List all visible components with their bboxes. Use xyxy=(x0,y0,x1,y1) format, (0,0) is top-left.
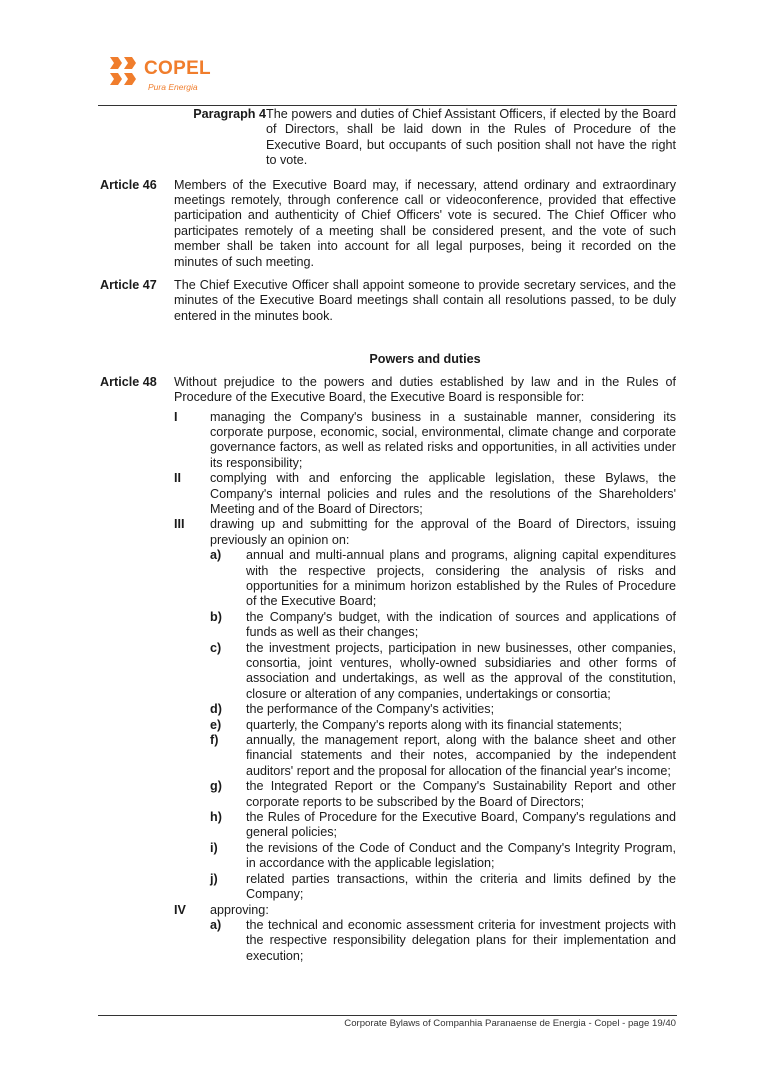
sub-item-text: the revisions of the Code of Conduct and the Company's Integrity Program, in accordance with the applicable legislation; xyxy=(246,840,676,871)
sub-item-letter: i) xyxy=(210,840,218,855)
company-logo xyxy=(108,53,228,93)
sub-item-letter: a) xyxy=(210,917,222,932)
sub-item-letter: e) xyxy=(210,717,222,732)
article-47-text: The Chief Executive Officer shall appoint someone to provide secretary services, and the minutes of the Executive Board meetings shall contain all resolutions passed, to be duly entered in the minutes book. xyxy=(174,278,676,323)
article-46-text: Members of the Executive Board may, if necessary, attend ordinary and extraordinary meetings remotely, through conference call or videoconference, provided that effective participation and authenticity of Chief Officers' vote is secured. The Chief Officer who participates remotely of a meeting shall be considered present, and the vote of such member shall be taken into account for all legal purposes, being it recorded on the minutes of such meeting. xyxy=(174,177,676,269)
sub-item-letter: j) xyxy=(210,871,218,886)
sub-item-text: the Rules of Procedure for the Executive Board, Company's regulations and general policies; xyxy=(246,810,676,840)
sub-item-text: the technical and economic assessment criteria for investment projects with the respective responsibility delegation plans for their implementation and execution; xyxy=(246,917,676,963)
logo-brand-name: COPEL xyxy=(144,58,211,79)
article-46 xyxy=(100,178,676,270)
list-item-iv xyxy=(174,903,676,918)
list-item-number: II xyxy=(174,471,181,486)
article-48-text: Without prejudice to the powers and duties established by law and in the Rules of Procedure of the Executive Board, the Executive Board is responsible for: xyxy=(174,374,676,405)
sub-item-iii-g xyxy=(210,779,676,810)
header-divider xyxy=(98,105,677,106)
article-47 xyxy=(100,278,676,324)
list-item-text: managing the Company's business in a sustainable manner, considering its corporate purpose, economic, social, environmental, climate change and corporate governance factors, as well as related risks and opportunities, in all activities under its responsibility; xyxy=(210,409,676,470)
sub-item-letter: g) xyxy=(210,779,222,794)
sub-item-iii-a xyxy=(210,548,676,610)
list-item-text: approving: xyxy=(210,902,269,917)
sub-item-letter: a) xyxy=(210,548,222,563)
paragraph-4-label: Paragraph 4 xyxy=(193,107,266,121)
page-footer: Corporate Bylaws of Companhia Paranaense de Energia - Copel - page 19/40 xyxy=(344,1018,676,1029)
sub-item-letter: d) xyxy=(210,702,222,717)
sub-item-iii-c xyxy=(210,641,676,703)
sub-item-text: the Integrated Report or the Company's Sustainability Report and other corporate reports to be subscribed by the Board of Directors; xyxy=(246,779,676,809)
sub-item-text: the Company's budget, with the indication of sources and applications of funds as well as their changes; xyxy=(246,609,676,640)
sub-item-text: annual and multi-annual plans and programs, aligning capital expenditures with the respective projects, considering the analysis of risks and opportunities for a minimum horizon established by the Rules of Procedure of the Executive Board; xyxy=(246,548,676,609)
list-item-number: I xyxy=(174,409,178,424)
copel-logo-icon xyxy=(108,55,140,87)
article-48-label: Article 48 xyxy=(100,374,157,389)
document-body xyxy=(100,107,676,964)
sub-item-iii-e xyxy=(210,718,676,733)
sub-item-iii-b xyxy=(210,610,676,641)
paragraph-4-text: The powers and duties of Chief Assistant Officers, if elected by the Board of Directors, shall be laid down in the Rules of Procedure of the Executive Board, but occupants of such position shall not have the right to vote. xyxy=(266,107,676,168)
sub-item-text: the investment projects, participation in new businesses, other companies, consortia, joint ventures, wholly-owned subsidiaries and other forms of association and undertakings, as well as the approval of the constitution, closure or alteration of any companies, undertakings or consortia; xyxy=(246,640,676,701)
list-item-text: drawing up and submitting for the approval of the Board of Directors, issuing previously an opinion on: xyxy=(210,517,676,547)
sub-item-letter: c) xyxy=(210,640,222,655)
list-item-i xyxy=(174,410,676,472)
sub-item-iii-j xyxy=(210,872,676,903)
sub-item-letter: b) xyxy=(210,609,222,624)
list-item-text: complying with and enforcing the applicable legislation, these Bylaws, the Company's internal policies and rules and the resolutions of the Shareholders' Meeting and of the Board of Directors; xyxy=(210,471,676,516)
list-item-number: III xyxy=(174,517,185,532)
sub-item-text: the performance of the Company's activities; xyxy=(246,702,495,717)
article-46-label: Article 46 xyxy=(100,177,157,192)
sub-item-iii-i xyxy=(210,841,676,872)
sub-item-iii-f xyxy=(210,733,676,779)
sub-item-text: quarterly, the Company's reports along with its financial statements; xyxy=(246,717,622,732)
logo-tagline: Pura Energia xyxy=(148,82,198,92)
list-item-ii xyxy=(174,471,676,517)
sub-item-letter: h) xyxy=(210,810,222,825)
sub-item-letter: f) xyxy=(210,733,219,748)
sub-item-iv-a xyxy=(210,918,676,964)
article-47-label: Article 47 xyxy=(100,278,157,293)
list-item-number: IV xyxy=(174,902,186,917)
sub-item-text: annually, the management report, along with the balance sheet and other financial statements and their notes, accompanied by the independent auditors' report and the proposal for allocation of the financial year's income; xyxy=(246,733,676,778)
list-item-iii xyxy=(174,517,676,548)
paragraph-4 xyxy=(100,107,676,169)
article-48 xyxy=(100,375,676,406)
sub-item-iii-d xyxy=(210,702,676,717)
footer-divider xyxy=(98,1015,677,1016)
sub-item-text: related parties transactions, within the criteria and limits defined by the Company; xyxy=(246,871,676,902)
section-heading: Powers and duties xyxy=(369,352,481,367)
sub-item-iii-h xyxy=(210,810,676,841)
